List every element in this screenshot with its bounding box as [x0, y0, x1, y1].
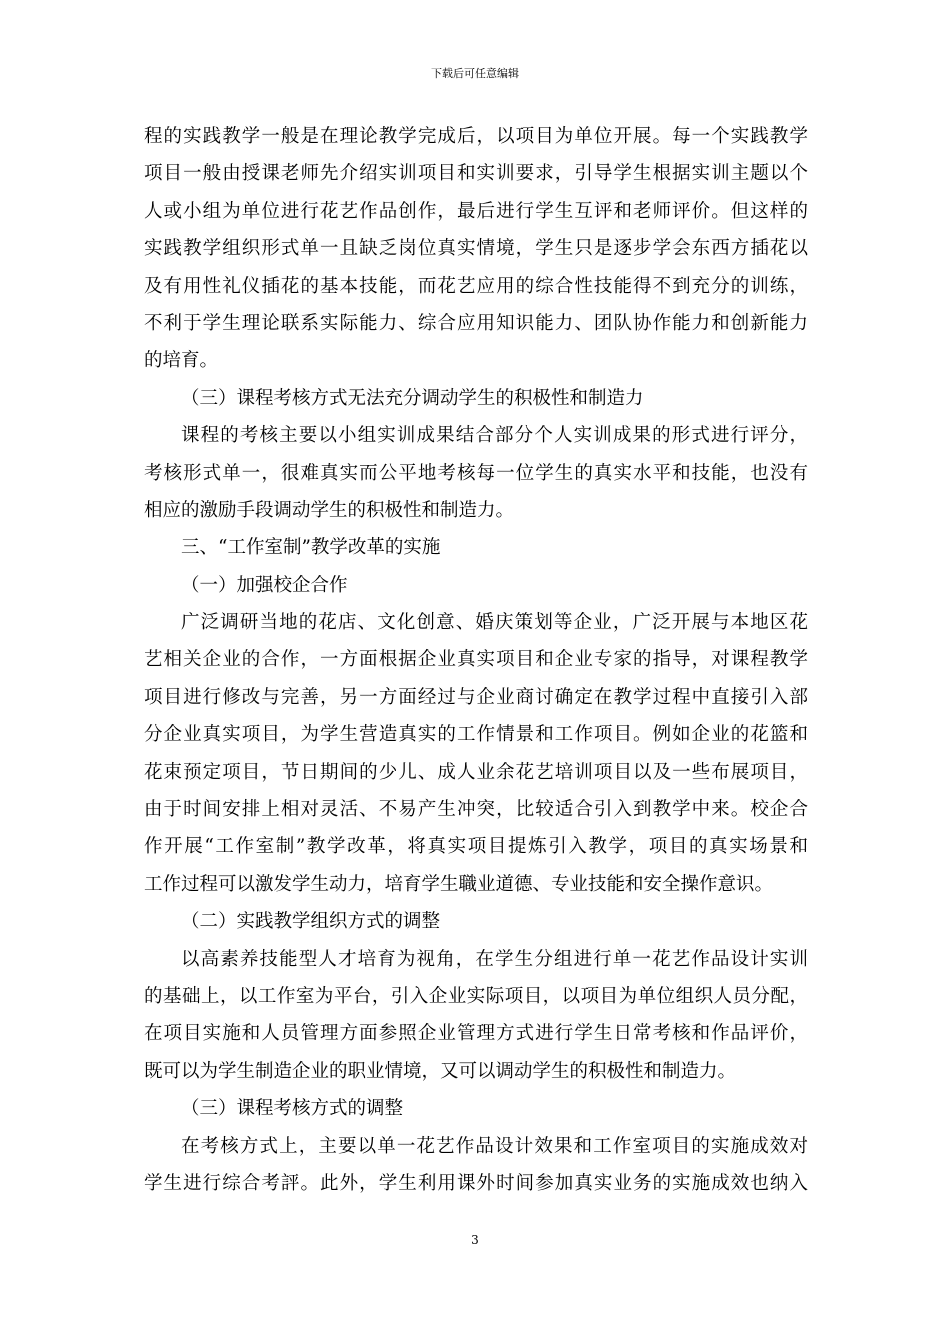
text-line: 学生进行综合考評。此外，学生利用课外时间参加真实业务的实施成效也纳入	[144, 1172, 808, 1194]
text-line: 项目进行修改与完善，另一方面经过与企业商讨确定在教学过程中直接引入部	[144, 686, 808, 708]
text-line: 项目一般由授课老师先介绍实训项目和实训要求，引导学生根据实训主题以个	[144, 163, 808, 185]
section-heading: 三、“工作室制”教学改革的实施	[181, 537, 441, 559]
text-line: 作开展“工作室制”教学改革，将真实项目提炼引入教学，项目的真实场景和	[144, 836, 808, 858]
document-body	[144, 118, 808, 1202]
text-line: 不利于学生理论联系实际能力、综合应用知识能力、团队协作能力和创新能力	[144, 312, 808, 334]
text-line: 在项目实施和人员管理方面参照企业管理方式进行学生日常考核和作品评价，	[144, 1023, 808, 1045]
text-line: 分企业真实项目，为学生营造真实的工作情景和工作项目。例如企业的花篮和	[144, 724, 808, 746]
text-line: 工作过程可以激发学生动力，培育学生職业道德、专业技能和安全操作意识。	[144, 873, 774, 895]
page-header: 下载后可任意编辑	[431, 67, 519, 80]
page-number: 3	[471, 1233, 479, 1247]
text-line: 既可以为学生制造企业的职业情境，又可以调动学生的积极性和制造力。	[144, 1060, 737, 1082]
text-line: 实践教学组织形式单一且缺乏岗位真实情境，学生只是逐步学会东西方插花以	[144, 238, 808, 260]
text-line: 相应的激励手段调动学生的积极性和制造力。	[144, 499, 515, 521]
text-line: 广泛调研当地的花店、文化创意、婚庆策划等企业，广泛开展与本地区花	[181, 612, 808, 634]
section-heading: （三）课程考核方式的调整	[181, 1098, 404, 1120]
text-line: 在考核方式上，主要以单一花艺作品设计效果和工作室项目的实施成效对	[181, 1135, 808, 1157]
section-heading: （三）课程考核方式无法充分调动学生的积极性和制造力	[181, 387, 644, 409]
text-line: 人或小组为单位进行花艺作品创作，最后进行学生互评和老师评价。但这样的	[144, 200, 808, 222]
text-line: 及有用性礼仪插花的基本技能，而花艺应用的综合性技能得不到充分的训练，	[144, 275, 808, 297]
text-line: 艺相关企业的合作，一方面根据企业真实项目和企业专家的指导，对课程教学	[144, 649, 808, 671]
section-heading: （一）加强校企合作	[181, 574, 348, 596]
text-line: 程的实践教学一般是在理论教学完成后，以项目为单位开展。每一个实践教学	[144, 126, 808, 147]
text-line: 课程的考核主要以小组实训成果结合部分个人实训成果的形式进行评分，	[181, 425, 808, 447]
text-line: 以高素养技能型人才培育为视角，在学生分组进行单一花艺作品设计实训	[181, 948, 808, 970]
text-line: 考核形式单一，很难真实而公平地考核每一位学生的真实水平和技能，也没有	[144, 462, 808, 484]
text-line: 的培育。	[144, 350, 219, 372]
text-line: 花束预定项目，节日期间的少儿、成人业余花艺培训项目以及一些布展项目，	[144, 761, 808, 783]
section-heading: （二）实践教学组织方式的调整	[181, 911, 441, 933]
text-line: 的基础上，以工作室为平台，引入企业实际项目，以项目为单位组织人员分配，	[144, 985, 808, 1007]
text-line: 由于时间安排上相对灵活、不易产生冲突，比较适合引入到教学中来。校企合	[144, 799, 808, 821]
